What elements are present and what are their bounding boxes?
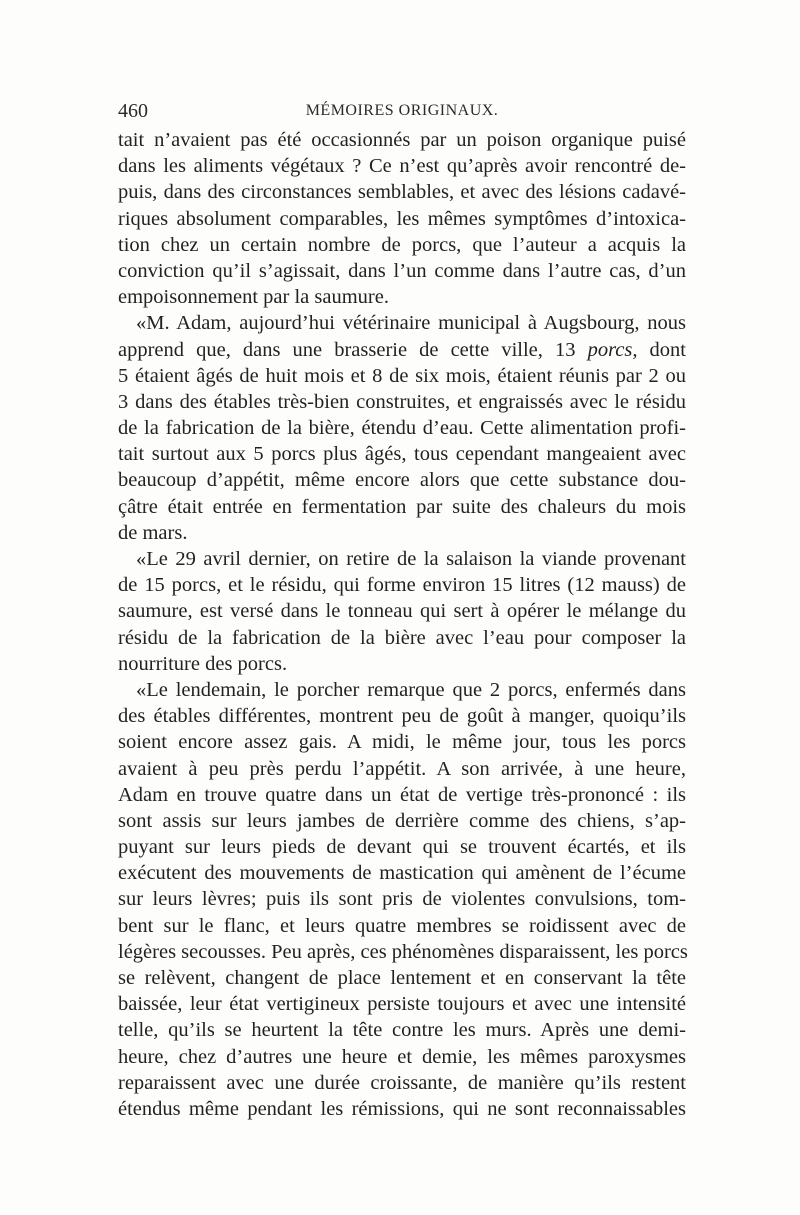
text-line: empoisonnement par la saumure.	[118, 286, 389, 309]
text-line: de la fabrication de la bière, étendu d’eau. Cette alimentation profi-	[118, 417, 686, 440]
text-line: 5 étaient âgés de huit mois et 8 de six mois, étaient réunis par 2 ou	[118, 364, 686, 387]
page-header	[118, 98, 686, 124]
text-line: baissée, leur état vertigineux persiste toujours et avec une intensité	[118, 993, 686, 1016]
text-line: «Le lendemain, le porcher remarque que 2 porcs, enfermés dans	[136, 678, 686, 701]
text-line: çâtre était entrée en fermentation par suite des chaleurs du mois	[118, 495, 686, 518]
text-line: sur leurs lèvres; puis ils sont pris de violentes convulsions, tom-	[118, 888, 686, 911]
text-line: puis, dans des circonstances semblables, et avec des lésions cadavé-	[118, 181, 686, 204]
text-line: 3 dans des étables très-bien construites, et engraissés avec le résidu	[118, 390, 686, 413]
running-title: MÉMOIRES ORIGINAUX.	[305, 102, 499, 119]
text-line: beaucoup d’appétit, même encore alors que cette substance dou-	[118, 469, 686, 492]
text-line: de 15 porcs, et le résidu, qui forme environ 15 litres (12 mauss) de	[118, 574, 686, 597]
text-line: Adam en trouve quatre dans un état de vertige très-prononcé : ils	[118, 783, 686, 806]
text-line: «M. Adam, aujourd’hui vétérinaire municipal à Augsbourg, nous	[136, 312, 686, 335]
text-line: tait n’avaient pas été occasionnés par un poison organique puisé	[118, 129, 686, 151]
text-line: soient encore assez gais. A midi, le même jour, tous les porcs	[118, 731, 686, 754]
text-line: bent sur le flanc, et leurs quatre membres se roidissent avec de	[118, 914, 686, 937]
text-line: riques absolument comparables, les mêmes symptômes d’intoxica-	[118, 207, 686, 230]
text-line: tait surtout aux 5 porcs plus âgés, tous cependant mangeaient avec	[118, 443, 686, 466]
text-line: reparaissent avec une durée croissante, de manière qu’ils restent	[118, 1071, 686, 1094]
text-line: dans les aliments végétaux ? Ce n’est qu’après avoir rencontré de-	[118, 155, 686, 178]
text-line: légères secousses. Peu après, ces phénomènes disparaissent, les porcs	[118, 940, 688, 963]
text-line: avaient à peu près perdu l’appétit. A son arrivée, à une heure,	[118, 757, 686, 780]
text-line: puyant sur leurs pieds de devant qui se trouvent écartés, et ils	[118, 836, 686, 859]
text-line: «Le 29 avril dernier, on retire de la salaison la viande provenant	[136, 548, 686, 570]
text-line: résidu de la fabrication de la bière avec l’eau pour composer la	[118, 626, 686, 649]
text-line: étendus même pendant les rémissions, qui ne sont reconnaissables	[118, 1097, 686, 1120]
text-line: se relèvent, changent de place lentement et en conservant la tête	[118, 967, 686, 989]
text-line: sont assis sur leurs jambes de derrière comme des chiens, s’ap-	[118, 809, 686, 832]
text-line: des étables différentes, montrent peu de goût à manger, quoiqu’ils	[118, 705, 686, 728]
text-line: exécutent des mouvements de mastication qui amènent de l’écume	[118, 862, 686, 885]
text-line: saumure, est versé dans le tonneau qui sert à opérer le mélange du	[118, 600, 686, 623]
text-line: conviction qu’il s’agissait, dans l’un comme dans l’autre cas, d’un	[118, 259, 686, 282]
page-number: 460	[118, 100, 148, 122]
text-line: telle, qu’ils se heurtent la tête contre les murs. Après une demi-	[118, 1019, 686, 1042]
text-line: tion chez un certain nombre de porcs, que l’auteur a acquis la	[118, 233, 686, 256]
italic-emphasis: porcs,	[587, 338, 638, 361]
text-line: heure, chez d’autres une heure et demie, les mêmes paroxysmes	[118, 1045, 686, 1068]
text-line: de mars.	[118, 521, 188, 544]
text-line: apprend que, dans une brasserie de cette ville, 13 porcs, dont	[118, 338, 687, 361]
body-text	[118, 127, 686, 1122]
text-line: nourriture des porcs.	[118, 652, 288, 675]
